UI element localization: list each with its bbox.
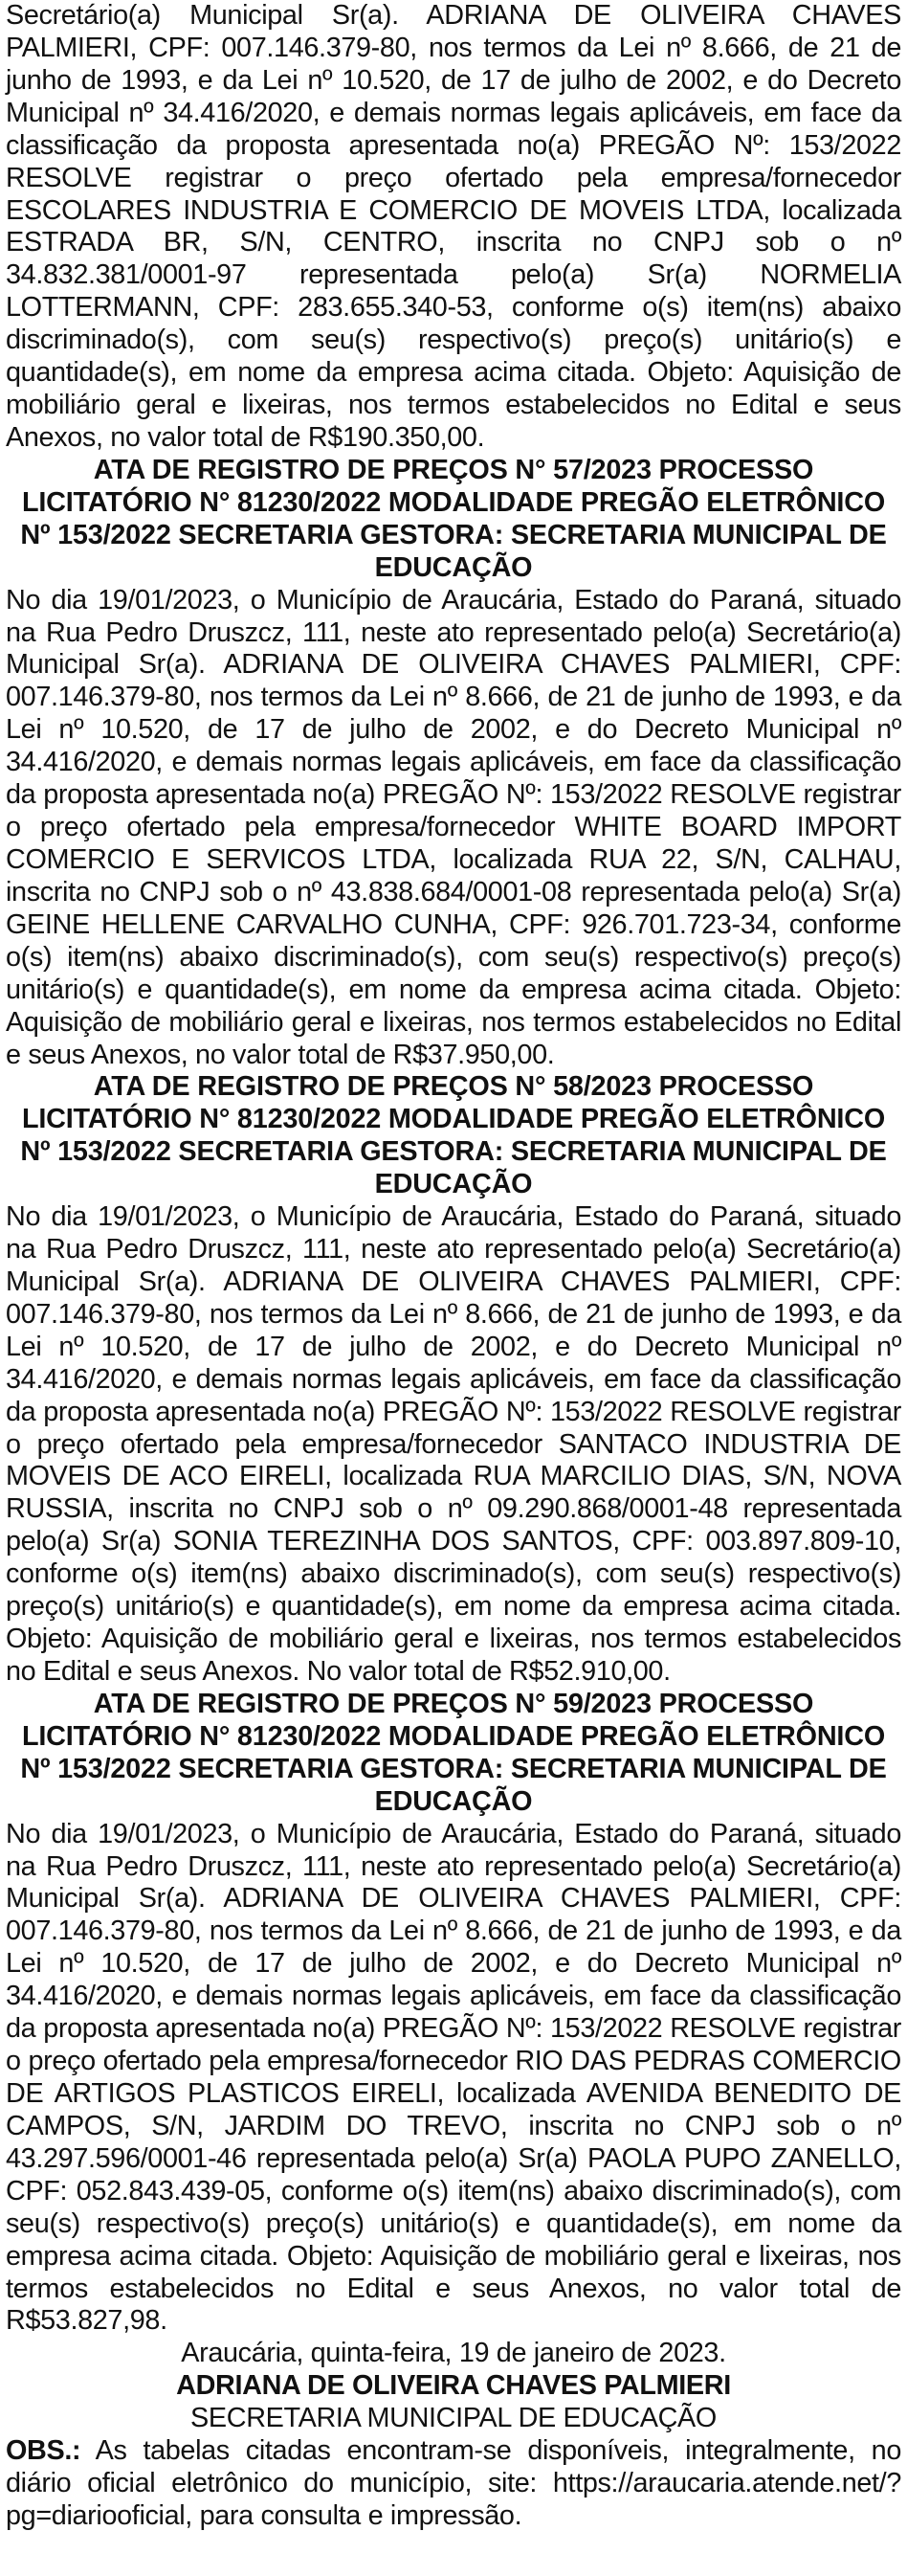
ata-58-body: No dia 19/01/2023, o Município de Araucária, Estado do Paraná, situado na Rua Pedro Druszcz, 111, neste ato representado pelo(a) Secretário(a) Municipal Sr(a). ADRIANA DE OLIVEIRA CHAVES PALMIERI, CPF: 007.146.379-80, nos termos da Lei nº 8.666, de 21 de junho de 1993, e da Lei nº 10.520, de 17 de julho de 2002, e do Decreto Municipal nº 34.416/2020, e demais normas legais aplicáveis, em face da classificação da proposta apresentada no(a) PREGÃO Nº: 153/2022 RESOLVE registrar o preço ofertado pela empresa/fornecedor SANTACO INDUSTRIA DE MOVEIS DE ACO EIRELI, localizada RUA MARCILIO DIAS, S/N, NOVA RUSSIA, inscrita no CNPJ sob o nº 09.290.868/0001-48 representada pelo(a) Sr(a) SONIA TEREZINHA DOS SANTOS, CPF: 003.897.809-10, conforme o(s) item(ns) abaixo discriminado(s), com seu(s) respectivo(s) preço(s) unitário(s) e quantidade(s), em nome da empresa acima citada. Objeto: Aquisição de mobiliário geral e lixeiras, nos termos estabelecidos no Edital e seus Anexos. No valor total de R$52.910,00. (6, 1201, 901, 1688)
ata-59-section (6, 1689, 901, 2338)
ata-58-section (6, 1071, 901, 1689)
signatory-name: ADRIANA DE OLIVEIRA CHAVES PALMIERI (176, 2370, 731, 2402)
ata-59-body: No dia 19/01/2023, o Município de Araucária, Estado do Paraná, situado na Rua Pedro Druszcz, 111, neste ato representado pelo(a) Secretário(a) Municipal Sr(a). ADRIANA DE OLIVEIRA CHAVES PALMIERI, CPF: 007.146.379-80, nos termos da Lei nº 8.666, de 21 de junho de 1993, e da Lei nº 10.520, de 17 de julho de 2002, e do Decreto Municipal nº 34.416/2020, e demais normas legais aplicáveis, em face da classificação da proposta apresentada no(a) PREGÃO Nº: 153/2022 RESOLVE registrar o preço ofertado pela empresa/fornecedor RIO DAS PEDRAS COMERCIO DE ARTIGOS PLASTICOS EIRELI, localizada AVENIDA BENEDITO DE CAMPOS, S/N, JARDIM DO TREVO, inscrita no CNPJ sob o nº 43.297.596/0001-46 representada pelo(a) Sr(a) PAOLA PUPO ZANELLO, CPF: 052.843.439-05, conforme o(s) item(ns) abaixo discriminado(s), com seu(s) respectivo(s) preço(s) unitário(s) e quantidade(s), em nome da empresa acima citada. Objeto: Aquisição de mobiliário geral e lixeiras, nos termos estabelecidos no Edital e seus Anexos, no valor total de R$53.827,98. (6, 1818, 901, 2337)
intro-fragment-paragraph: Secretário(a) Municipal Sr(a). ADRIANA DE OLIVEIRA CHAVES PALMIERI, CPF: 007.146.379-80, nos termos da Lei nº 8.666, de 21 de junho de 1993, e da Lei nº 10.520, de 17 de julho de 2002, e do Decreto Municipal nº 34.416/2020, e demais normas legais aplicáveis, em face da classificação da proposta apresentada no(a) PREGÃO Nº: 153/2022 RESOLVE registrar o preço ofertado pela empresa/fornecedor ESCOLARES INDUSTRIA E COMERCIO DE MOVEIS LTDA, localizada ESTRADA BR, S/N, CENTRO, inscrita no CNPJ sob o nº 34.832.381/0001-97 representada pelo(a) Sr(a) NORMELIA LOTTERMANN, CPF: 283.655.340-53, conforme o(s) item(ns) abaixo discriminado(s), com seu(s) respectivo(s) preço(s) unitário(s) e quantidade(s), em nome da empresa acima citada. Objeto: Aquisição de mobiliário geral e lixeiras, nos termos estabelecidos no Edital e seus Anexos, no valor total de R$190.350,00. (6, 0, 901, 453)
ata-57-heading: ATA DE REGISTRO DE PREÇOS N° 57/2023 PROCESSO LICITATÓRIO N° 81230/2022 MODALIDADE PREGÃO ELETRÔNICO Nº 153/2022 SECRETARIA GESTORA: SECRETARIA MUNICIPAL DE EDUCAÇÃO (20, 454, 887, 583)
ata-57-section (6, 455, 901, 1072)
place-date: Araucária, quinta-feira, 19 de janeiro de 2023. (181, 2338, 726, 2369)
obs-label: OBS.: (6, 2435, 81, 2467)
signatory-role: SECRETARIA MUNICIPAL DE EDUCAÇÃO (190, 2403, 717, 2434)
ata-58-heading: ATA DE REGISTRO DE PREÇOS N° 58/2023 PROCESSO LICITATÓRIO N° 81230/2022 MODALIDADE PREGÃO ELETRÔNICO Nº 153/2022 SECRETARIA GESTORA: SECRETARIA MUNICIPAL DE EDUCAÇÃO (20, 1071, 887, 1200)
closing-block (6, 2338, 901, 2435)
obs-text: As tabelas citadas encontram-se disponíveis, integralmente, no diário oficial eletrônico do município, site: https://araucaria.atende.net/?pg=diariooficial, para consulta e impressão. (6, 2435, 901, 2531)
ata-59-heading: ATA DE REGISTRO DE PREÇOS N° 59/2023 PROCESSO LICITATÓRIO N° 81230/2022 MODALIDADE PREGÃO ELETRÔNICO Nº 153/2022 SECRETARIA GESTORA: SECRETARIA MUNICIPAL DE EDUCAÇÃO (20, 1688, 887, 1817)
obs-note (6, 2435, 901, 2533)
ata-57-body: No dia 19/01/2023, o Município de Araucária, Estado do Paraná, situado na Rua Pedro Druszcz, 111, neste ato representado pelo(a) Secretário(a) Municipal Sr(a). ADRIANA DE OLIVEIRA CHAVES PALMIERI, CPF: 007.146.379-80, nos termos da Lei nº 8.666, de 21 de junho de 1993, e da Lei nº 10.520, de 17 de julho de 2002, e do Decreto Municipal nº 34.416/2020, e demais normas legais aplicáveis, em face da classificação da proposta apresentada no(a) PREGÃO Nº: 153/2022 RESOLVE registrar o preço ofertado pela empresa/fornecedor WHITE BOARD IMPORT COMERCIO E SERVICOS LTDA, localizada RUA 22, S/N, CALHAU, inscrita no CNPJ sob o nº 43.838.684/0001-08 representada pelo(a) Sr(a) GEINE HELLENE CARVALHO CUNHA, CPF: 926.701.723-34, conforme o(s) item(ns) abaixo discriminado(s), com seu(s) respectivo(s) preço(s) unitário(s) e quantidade(s), em nome da empresa acima citada. Objeto: Aquisição de mobiliário geral e lixeiras, nos termos estabelecidos no Edital e seus Anexos, no valor total de R$37.950,00. (6, 584, 901, 1070)
